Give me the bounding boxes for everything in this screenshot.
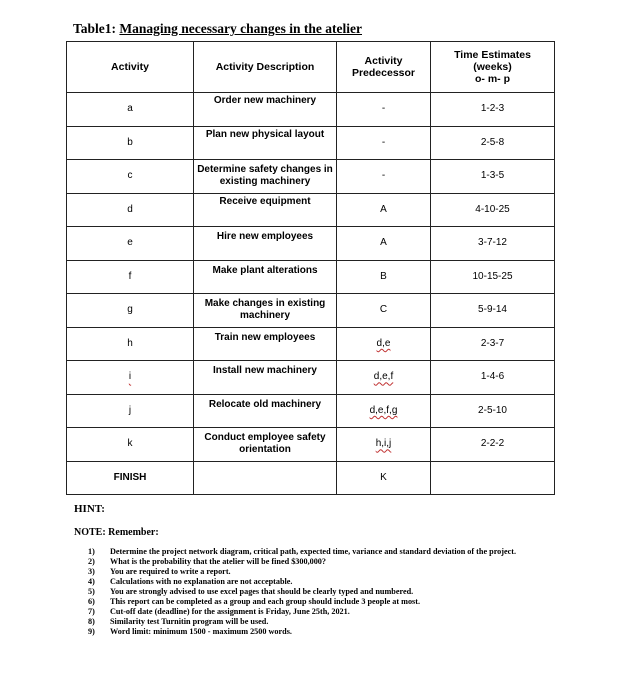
list-item bbox=[88, 627, 528, 637]
cell-activity: j bbox=[67, 394, 194, 428]
table-row bbox=[67, 93, 555, 127]
cell-activity: b bbox=[67, 126, 194, 160]
description-text: Determine safety changes in existing machinery bbox=[197, 164, 333, 188]
cell-activity: f bbox=[67, 260, 194, 294]
cell-description bbox=[194, 193, 337, 227]
table-title-prefix: Table1: bbox=[73, 21, 120, 36]
description-text: Order new machinery bbox=[213, 95, 317, 107]
description-text: Make plant alterations bbox=[212, 264, 318, 276]
cell-predecessor: K bbox=[337, 461, 431, 495]
table-row bbox=[67, 126, 555, 160]
cell-activity: a bbox=[67, 93, 194, 127]
note-text: What is the probability that the atelier will be fined $300,000? bbox=[110, 557, 326, 566]
cell-predecessor bbox=[337, 327, 431, 361]
note-text: You are required to write a report. bbox=[110, 567, 231, 576]
list-item bbox=[88, 547, 528, 557]
cell-activity: d bbox=[67, 193, 194, 227]
note-number: 3) bbox=[88, 567, 95, 576]
cell-time: 3-7-12 bbox=[431, 227, 555, 261]
cell-description bbox=[194, 227, 337, 261]
list-item bbox=[88, 607, 528, 617]
cell-time: 4-10-25 bbox=[431, 193, 555, 227]
description-text: Receive equipment bbox=[219, 195, 311, 207]
cell-time: 1-4-6 bbox=[431, 361, 555, 395]
cell-activity: k bbox=[67, 428, 194, 462]
note-text: Similarity test Turnitin program will be used. bbox=[110, 617, 269, 626]
list-item bbox=[88, 567, 528, 577]
predecessor-text: h,i,j bbox=[375, 438, 392, 450]
cell-time bbox=[431, 461, 555, 495]
note-label: NOTE: Remember: bbox=[74, 527, 159, 538]
description-text: Install new machinery bbox=[213, 365, 317, 377]
table-row bbox=[67, 294, 555, 328]
table-row bbox=[67, 327, 555, 361]
description-text: Conduct employee safety orientation bbox=[204, 432, 326, 456]
table-header-row bbox=[67, 42, 555, 93]
cell-time: 1-2-3 bbox=[431, 93, 555, 127]
cell-time: 10-15-25 bbox=[431, 260, 555, 294]
note-number: 7) bbox=[88, 607, 95, 616]
cell-predecessor: C bbox=[337, 294, 431, 328]
cell-time: 2-2-2 bbox=[431, 428, 555, 462]
cell-activity: h bbox=[67, 327, 194, 361]
activity-text: i bbox=[128, 371, 132, 383]
cell-description bbox=[194, 294, 337, 328]
table-row bbox=[67, 160, 555, 194]
predecessor-text: d,e bbox=[376, 337, 391, 349]
note-number: 1) bbox=[88, 547, 95, 556]
description-text: Relocate old machinery bbox=[208, 398, 322, 410]
cell-time: 1-3-5 bbox=[431, 160, 555, 194]
note-number: 2) bbox=[88, 557, 95, 566]
note-number: 9) bbox=[88, 627, 95, 636]
predecessor-text: d,e,f,g bbox=[369, 404, 398, 416]
cell-time: 2-5-8 bbox=[431, 126, 555, 160]
cell-description bbox=[194, 428, 337, 462]
header-activity: Activity bbox=[67, 42, 194, 93]
cell-description bbox=[194, 461, 337, 495]
description-text: Plan new physical layout bbox=[205, 128, 325, 140]
table-row-finish bbox=[67, 461, 555, 495]
cell-predecessor bbox=[337, 394, 431, 428]
cell-description bbox=[194, 394, 337, 428]
cell-time: 2-3-7 bbox=[431, 327, 555, 361]
list-item bbox=[88, 617, 528, 627]
note-number: 6) bbox=[88, 597, 95, 606]
activity-table bbox=[66, 41, 555, 495]
description-text: Train new employees bbox=[214, 331, 316, 343]
header-time-line2: (weeks) bbox=[473, 61, 512, 73]
table-title-text: Managing necessary changes in the atelier bbox=[119, 21, 362, 36]
cell-activity: e bbox=[67, 227, 194, 261]
table-title bbox=[73, 21, 362, 37]
cell-activity: g bbox=[67, 294, 194, 328]
cell-activity: c bbox=[67, 160, 194, 194]
note-text: Calculations with no explanation are not acceptable. bbox=[110, 577, 293, 586]
cell-activity bbox=[67, 361, 194, 395]
cell-description bbox=[194, 93, 337, 127]
note-text: Word limit: minimum 1500 - maximum 2500 words. bbox=[110, 627, 292, 636]
header-time-estimates bbox=[431, 42, 555, 93]
note-number: 5) bbox=[88, 587, 95, 596]
table-row bbox=[67, 193, 555, 227]
cell-description bbox=[194, 327, 337, 361]
cell-predecessor: - bbox=[337, 126, 431, 160]
description-text: Hire new employees bbox=[216, 231, 314, 243]
cell-time: 5-9-14 bbox=[431, 294, 555, 328]
cell-predecessor bbox=[337, 361, 431, 395]
cell-predecessor: A bbox=[337, 227, 431, 261]
note-number: 8) bbox=[88, 617, 95, 626]
cell-description bbox=[194, 160, 337, 194]
header-time-line3: o- m- p bbox=[475, 73, 510, 85]
table-row bbox=[67, 260, 555, 294]
note-text: You are strongly advised to use excel pages that should be clearly typed and numbered. bbox=[110, 587, 414, 596]
note-text: This report can be completed as a group and each group should include 3 people at most. bbox=[110, 597, 421, 606]
cell-description bbox=[194, 260, 337, 294]
cell-time: 2-5-10 bbox=[431, 394, 555, 428]
header-time-line1: Time Estimates bbox=[454, 49, 531, 61]
note-text: Cut-off date (deadline) for the assignment is Friday, June 25th, 2021. bbox=[110, 607, 350, 616]
hint-label: HINT: bbox=[74, 503, 105, 515]
notes-list bbox=[88, 547, 528, 637]
cell-predecessor: A bbox=[337, 193, 431, 227]
predecessor-text: d,e,f bbox=[373, 371, 394, 383]
list-item bbox=[88, 587, 528, 597]
description-text: Make changes in existing machinery bbox=[204, 298, 326, 322]
cell-predecessor: B bbox=[337, 260, 431, 294]
list-item bbox=[88, 557, 528, 567]
table-row bbox=[67, 227, 555, 261]
cell-description bbox=[194, 126, 337, 160]
header-description: Activity Description bbox=[194, 42, 337, 93]
list-item bbox=[88, 577, 528, 587]
cell-predecessor: - bbox=[337, 93, 431, 127]
note-number: 4) bbox=[88, 577, 95, 586]
table-row bbox=[67, 361, 555, 395]
list-item bbox=[88, 597, 528, 607]
cell-predecessor bbox=[337, 428, 431, 462]
table-row bbox=[67, 428, 555, 462]
cell-predecessor: - bbox=[337, 160, 431, 194]
table-row bbox=[67, 394, 555, 428]
note-text: Determine the project network diagram, critical path, expected time, variance and standard deviation of the project. bbox=[110, 547, 517, 556]
header-predecessor: Activity Predecessor bbox=[337, 42, 431, 93]
cell-activity: FINISH bbox=[67, 461, 194, 495]
cell-description bbox=[194, 361, 337, 395]
